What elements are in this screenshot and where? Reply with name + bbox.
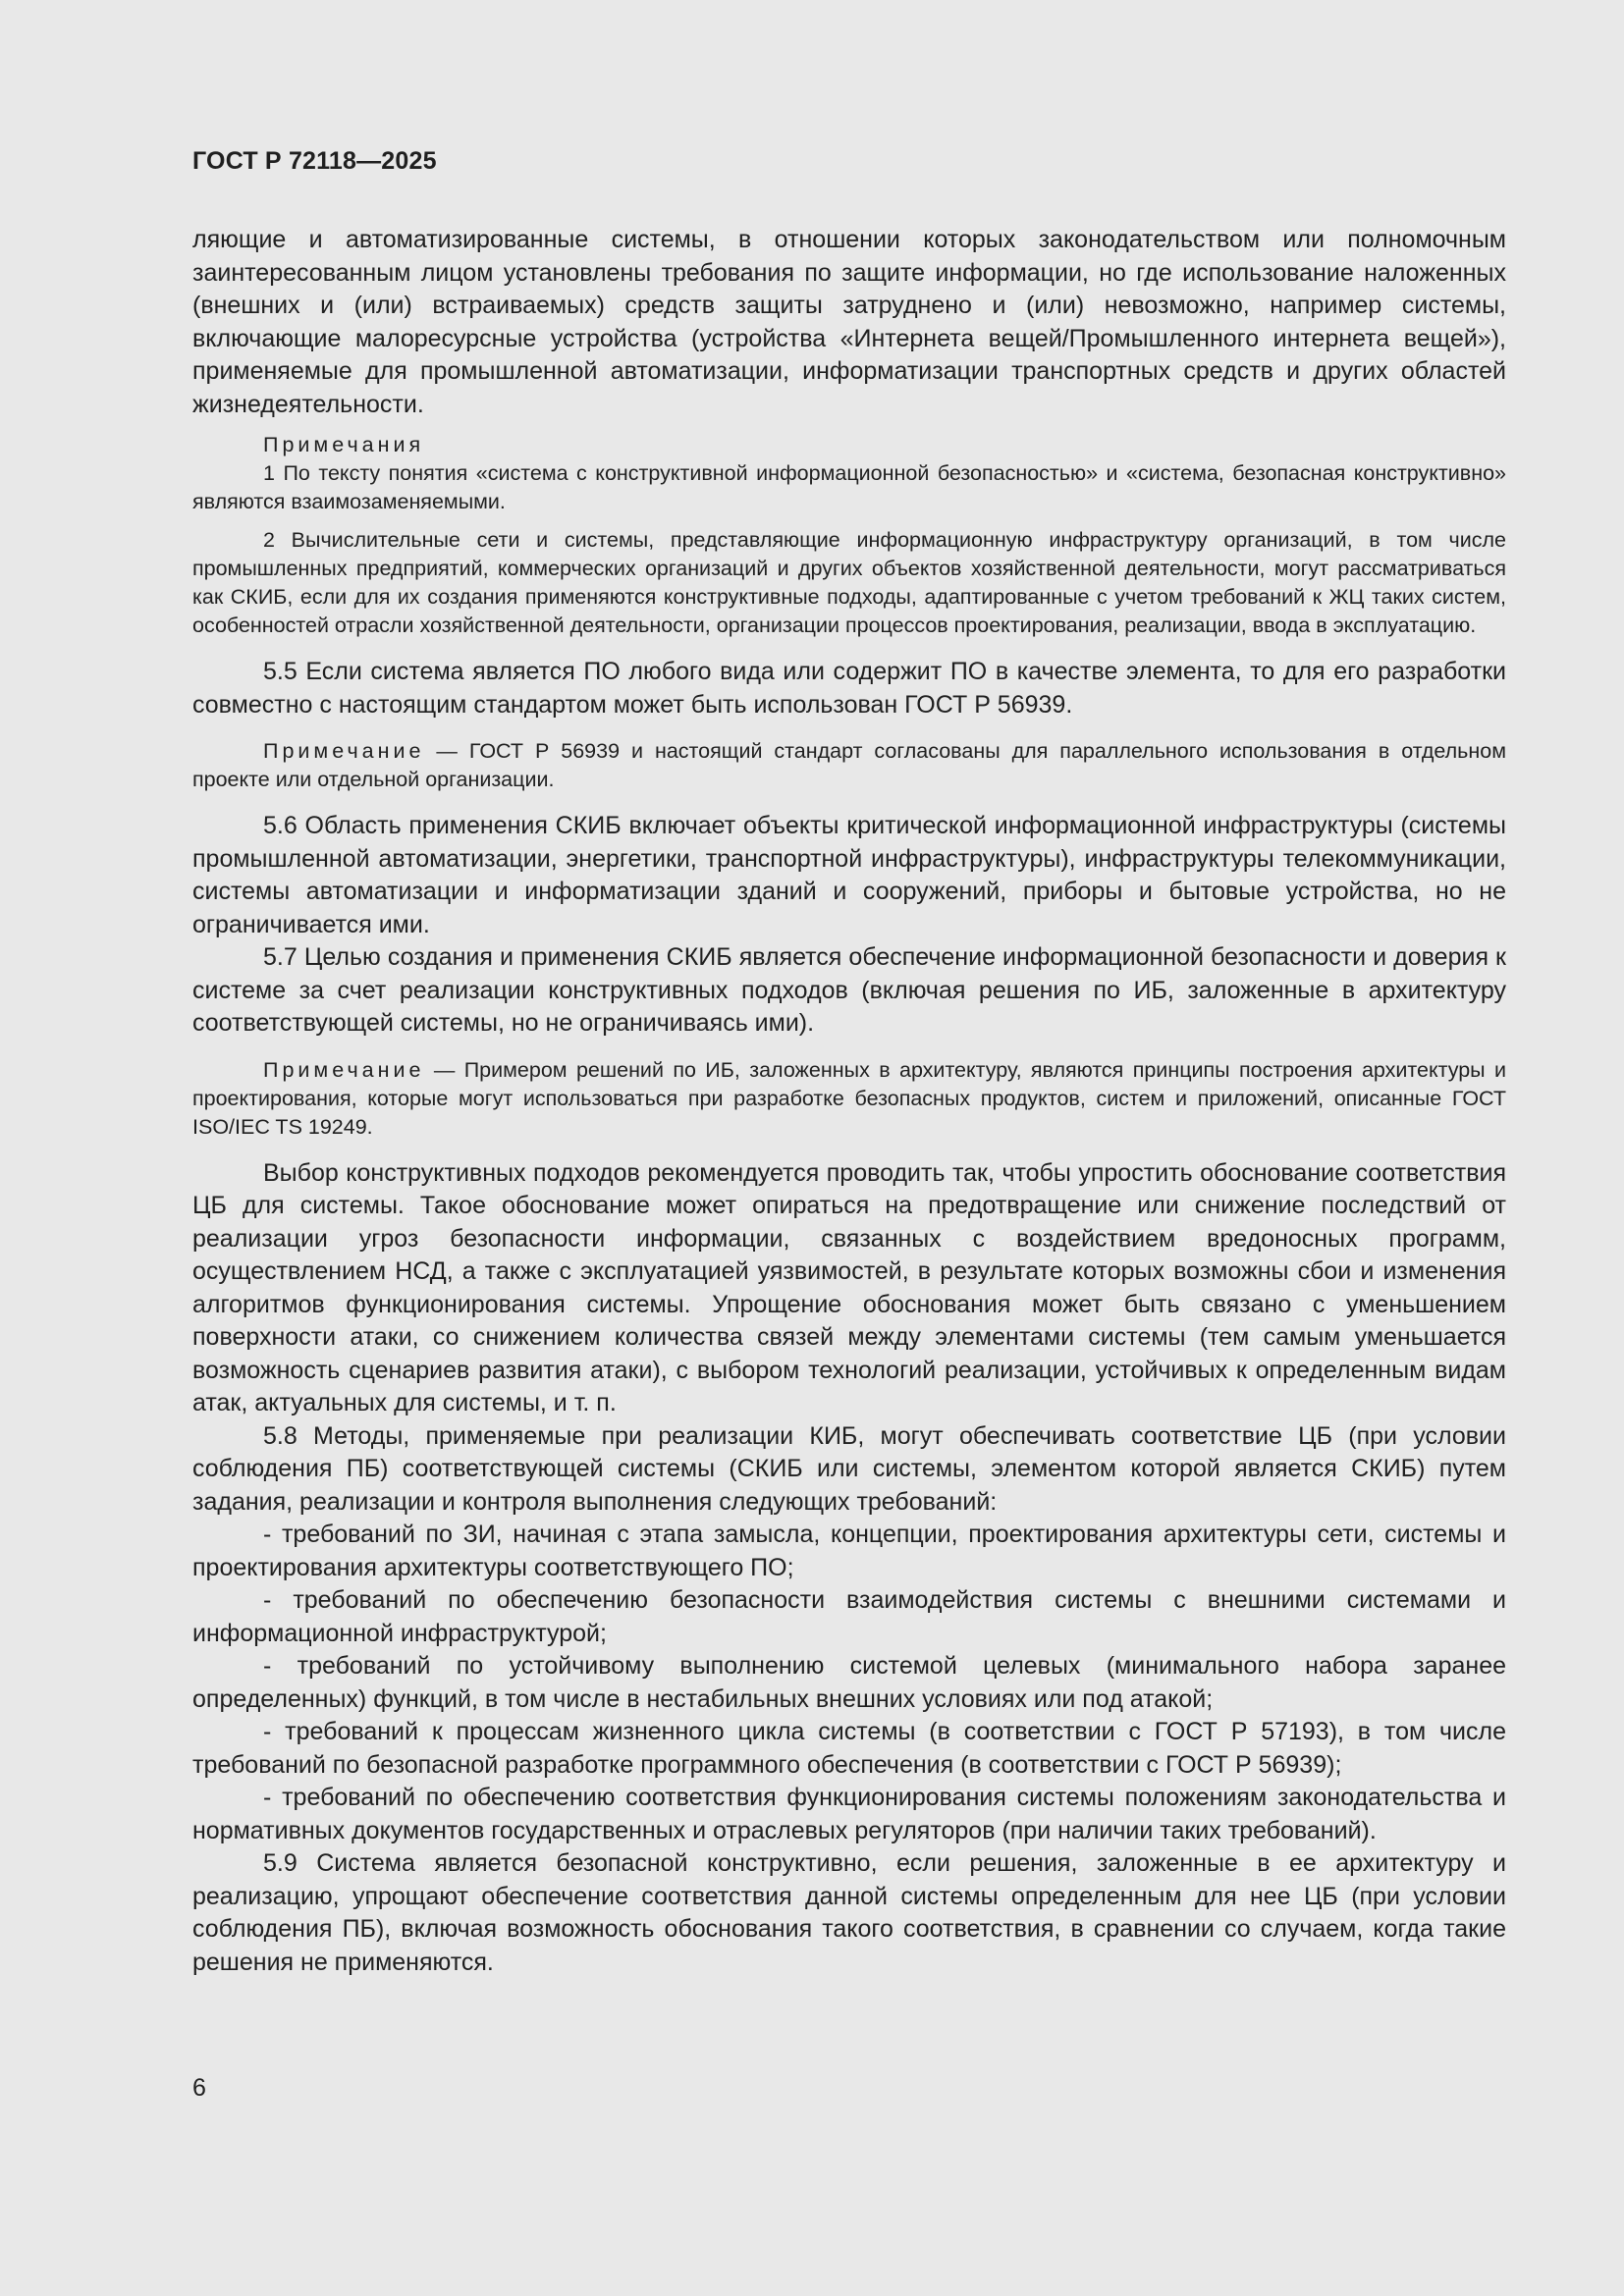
paragraph-5-9: 5.9 Система является безопасной конструктивно, если решения, заложенные в ее архитектуру и реализацию, упрощают обеспечение соответствия данной системы определенным для нее ЦБ (при условии соблюдения ПБ), включая возможность обоснования такого соответствия, в сравнении со случаем, когда такие решения не применяются.	[192, 1849, 1506, 1976]
note-5-7	[192, 1056, 1506, 1142]
list-item: - требований к процессам жизненного цикла системы (в соответствии с ГОСТ Р 57193), в том числе требований по безопасной разработке программного обеспечения (в соответствии с ГОСТ Р 56939);	[192, 1718, 1506, 1779]
list-item: - требований по обеспечению безопасности взаимодействия системы с внешними системами и информационной инфраструктурой;	[192, 1586, 1506, 1647]
list-item: - требований по ЗИ, начиная с этапа замысла, концепции, проектирования архитектуры сети, системы и проектирования архитектуры соответствующего ПО;	[192, 1521, 1506, 1581]
paragraph-choice: Выбор конструктивных подходов рекомендуется проводить так, чтобы упростить обоснование соответствия ЦБ для системы. Такое обоснование может опираться на предотвращение или снижение последствий от реализации угроз безопасности информации, связанных с воздействием вредоносных программ, осуществлением НСД, а также с эксплуатацией уязвимостей, в результате которых возможны сбои и изменения алгоритмов функционирования системы. Упрощение обоснования может быть связано с уменьшением поверхности атаки, со снижением количества связей между элементами системы (тем самым уменьшается возможность сценариев развития атаки), с выбором технологий реализации, устойчивых к определенным видам атак, актуальных для системы, и т. п.	[192, 1158, 1506, 1416]
list-item: - требований по обеспечению соответствия функционирования системы положениям законодательства и нормативных документов государственных и отраслевых регуляторов (при наличии таких требований).	[192, 1784, 1506, 1844]
paragraph-5-8: 5.8 Методы, применяемые при реализации КИБ, могут обеспечивать соответствие ЦБ (при условии соблюдения ПБ) соответствующей системы (СКИБ или системы, элементом которой является СКИБ) путем задания, реализации и контроля выполнения следующих требований:	[192, 1421, 1506, 1516]
paragraph-intro: ляющие и автоматизированные системы, в отношении которых законодательством или полномочным заинтересованным лицом установлены требования по защите информации, но где использование наложенных (внешних и (или) встраиваемых) средств защиты затруднено и (или) невозможно, например системы, включающие малоресурсные устройства (устройства «Интернета вещей/Промышленного интернета вещей»), применяемые для промышленной автоматизации, информатизации транспортных средств и других областей жизнедеятельности.	[192, 226, 1506, 418]
note-text: — Примером решений по ИБ, заложенных в архитектуру, являются принципы построения архитектуры и проектирования, которые могут использоваться при разработке безопасных продуктов, систем и приложений, описанные ГОСТ ISO/IEC TS 19249.	[192, 1057, 1506, 1139]
document-header: ГОСТ Р 72118—2025	[192, 147, 437, 175]
note-label: Примечание	[263, 739, 425, 763]
note-1: 1 По тексту понятия «система с конструктивной информационной безопасностью» и «система, безопасная конструктивно» являются взаимозаменяемыми.	[192, 461, 1506, 513]
note-text: — ГОСТ Р 56939 и настоящий стандарт согласованы для параллельного использования в отдельном проекте или отдельной организации.	[192, 739, 1506, 791]
list-item: - требований по устойчивому выполнению системой целевых (минимального набора заранее определенных) функций, в том числе в нестабильных внешних условиях или под атакой;	[192, 1652, 1506, 1713]
page-number: 6	[192, 2074, 206, 2102]
paragraph-5-6: 5.6 Область применения СКИБ включает объекты критической информационной инфраструктуры (системы промышленной автоматизации, энергетики, транспортной инфраструктуры), инфраструктуры телекоммуникации, системы автоматизации и информатизации зданий и сооружений, приборы и бытовые устройства, но не ограничивается ими.	[192, 812, 1506, 938]
paragraph-5-7: 5.7 Целью создания и применения СКИБ является обеспечение информационной безопасности и доверия к системе за счет реализации конструктивных подходов (включая решения по ИБ, заложенные в архитектуру соответствующей системы, но не ограничиваясь ими).	[192, 943, 1506, 1037]
paragraph-5-5: 5.5 Если система является ПО любого вида или содержит ПО в качестве элемента, то для его разработки совместно с настоящим стандартом может быть использован ГОСТ Р 56939.	[192, 658, 1506, 719]
note-5-5	[192, 737, 1506, 794]
document-body	[192, 224, 1506, 1979]
note-label: Примечание	[263, 1057, 425, 1082]
notes-title: Примечания	[263, 433, 425, 456]
note-2: 2 Вычислительные сети и системы, представляющие информационную инфраструктуру организаций, в том числе промышленных предприятий, коммерческих организаций и других объектов хозяйственной деятельности, могут рассматриваться как СКИБ, если для их создания применяются конструктивные подходы, адаптированные с учетом требований к ЖЦ таких систем, особенностей отрасли хозяйственной деятельности, организации процессов проектирования, реализации, ввода в эксплуатацию.	[192, 528, 1506, 637]
